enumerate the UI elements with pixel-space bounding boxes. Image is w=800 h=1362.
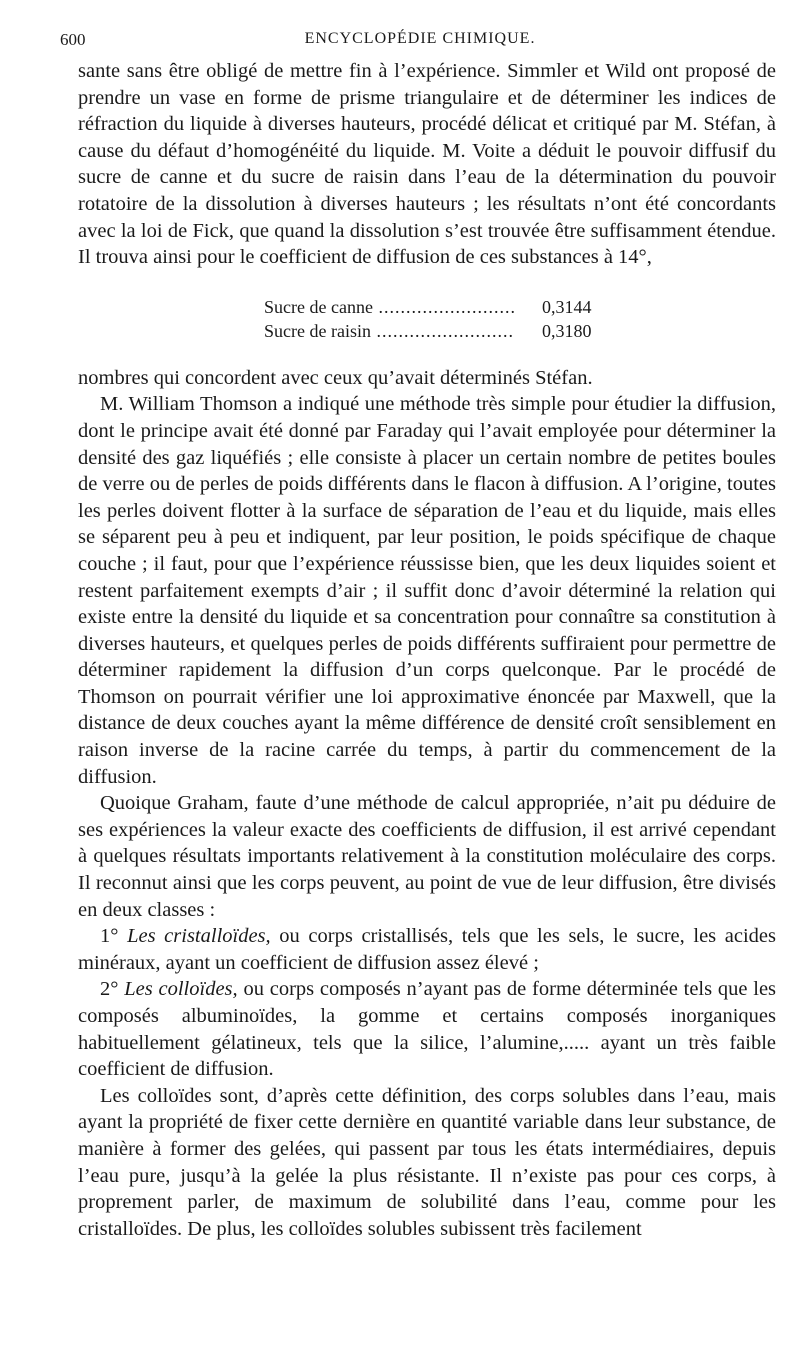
substance-name: Sucre de raisin ..... bbox=[264, 319, 514, 343]
table-row bbox=[78, 319, 776, 343]
paragraph-thomson: M. William Thomson a indiqué une méthode très simple pour étudier la diffusion, dont le principe avait été donné par Faraday qui l’avait employée pour déterminer la densité des gaz liquéfiés ; elle consiste à placer un certain nombre de petites boules de verre ou de perles de poids différents dans le flacon à diffusion. A l’origine, toutes les perles doivent flotter à la surface de séparation de l’eau et du liquide, mais elles se séparent peu à peu et indiquent, par leur position, le poids spécifique de chaque couche ; il faut, pour que l’expérience réussisse bien, que les deux liquides soient et restent parfaitement exempts d’air ; il suffit donc d’avoir déterminé la relation qui existe entre la densité du liquide et sa concentration pour connaître sa constitution à diverses hauteurs, et quelques perles de poids différents suffiraient pour permettre de déterminer rapidement la diffusion d’un corps quelconque. Par le procédé de Thomson on pourrait vérifier une loi approximative énoncée par Maxwell, que la distance de deux couches ayant la même différence de densité croît sensiblement en raison inverse de la racine carrée du temps, à partir du commencement de la diffusion. bbox=[78, 393, 776, 788]
page-number: 600 bbox=[60, 30, 86, 49]
page-header bbox=[60, 30, 780, 54]
substance-name: Sucre de canne ..... bbox=[264, 295, 514, 319]
item-text: ou corps composés n’ayant pas de forme déterminée tels que les composés albuminoïdes, la gomme et certains composés inorganiques habituellement gélatineux, tels que la silice, l’alumine,..... ayant un très faible coefficient de diffusion. bbox=[78, 978, 777, 1081]
coefficient-value: 0,3144 bbox=[536, 295, 592, 319]
coefficient-value: 0,3180 bbox=[536, 319, 592, 343]
running-head: ENCYCLOPÉDIE CHIMIQUE. bbox=[304, 30, 536, 47]
table-row bbox=[78, 295, 776, 319]
paragraph-stefan: nombres qui concordent avec ceux qu’avait déterminés Stéfan. bbox=[78, 366, 593, 389]
item-term: Les cristalloïdes, bbox=[127, 925, 271, 948]
paragraph-graham: Quoique Graham, faute d’une méthode de calcul appropriée, n’ait pu déduire de ses expériences la valeur exacte des coefficients de diffusion, il est arrivé cependant à quelques résultats importants relativement à la constitution moléculaire des corps. Il reconnut ainsi que les corps peuvent, au point de vue de leur diffusion, être divisés en deux classes : bbox=[78, 792, 776, 921]
paragraph-continuation: sante sans être obligé de mettre fin à l’expérience. Simmler et Wild ont proposé de prendre un vase en forme de prisme triangulaire et de déterminer les indices de réfraction du liquide à diverses hauteurs, procédé délicat et critiqué par M. Stéfan, à cause du défaut d’homogénéité du liquide. M. Voite a déduit le pouvoir diffusif du sucre de canne et du sucre de raisin dans l’eau de la détermination du pouvoir rotatoire de la dissolution à diverses hauteurs ; les résultats n’ont été concordants avec la loi de Fick, que quand la dissolution s’est trouvée être suffisamment étendue. Il trouva ainsi pour le coefficient de diffusion de ces substances à 14°, bbox=[78, 60, 776, 269]
list-item-colloides bbox=[78, 976, 776, 1082]
item-term: Les colloïdes, bbox=[124, 978, 238, 1001]
item-number: 2° bbox=[100, 978, 119, 1001]
item-text: ou corps cristallisés, tels que les sels, le sucre, les acides minéraux, ayant un coefficient de diffusion assez élevé ; bbox=[78, 925, 776, 974]
diffusion-coefficient-table bbox=[78, 295, 776, 343]
paragraph-colloides: Les colloïdes sont, d’après cette définition, des corps solubles dans l’eau, mais ayant la propriété de fixer cette dernière en quantité variable dans leur substance, de manière à former des gelées, qui passent par tous les états intermédiaires, depuis l’eau pure, jusqu’à la gelée la plus résistante. Il n’existe pas pour ces corps, à proprement parler, de maximum de solubilité dans l’eau, comme pour les cristalloïdes. De plus, les colloïdes solubles subissent très facilement bbox=[78, 1084, 776, 1240]
list-item-cristalloides bbox=[78, 923, 776, 976]
body-text bbox=[78, 58, 776, 1242]
item-number: 1° bbox=[100, 925, 119, 948]
